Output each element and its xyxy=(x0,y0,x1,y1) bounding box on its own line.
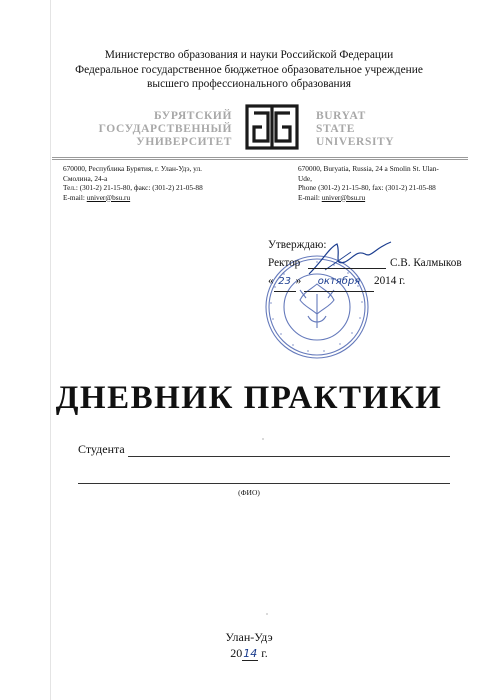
scan-speck xyxy=(262,438,264,440)
rector-name: С.В. Калмыков xyxy=(390,257,462,269)
date-year: 2014 г. xyxy=(373,275,406,287)
university-name-en-line-2: STATE xyxy=(316,123,356,135)
date-day: 23 xyxy=(274,273,296,292)
student-name-field[interactable] xyxy=(128,456,450,457)
contacts-en-address-line-1: 670000, Buryatia, Russia, 24 a Smolin St. Ulan- xyxy=(298,164,439,173)
contacts-ru-address-line-1: 670000, Республика Бурятия, г. Улан-Удэ, ул. xyxy=(63,164,202,173)
contacts-ru-email-link[interactable]: univer@bsu.ru xyxy=(86,192,131,202)
year-prefix: 20 xyxy=(230,646,243,660)
year-line xyxy=(0,646,498,661)
date-month: октября xyxy=(304,273,374,292)
year-unit: г. xyxy=(261,646,268,660)
approval-date xyxy=(268,272,405,292)
contacts-en-email-link[interactable]: univer@bsu.ru xyxy=(321,192,366,202)
contacts-ru-phone: Тел.: (301-2) 21-15-80, факс: (301-2) 21-05-88 xyxy=(63,183,203,192)
ministry-header xyxy=(0,48,498,92)
university-name-ru-line-1: БУРЯТСКИЙ xyxy=(154,110,232,122)
year-suffix-handwritten: 14 xyxy=(243,647,258,660)
contacts-en-email-label: E-mail: xyxy=(298,192,320,202)
student-name-field-continued[interactable] xyxy=(78,483,450,484)
ministry-line-3: высшего профессионального образования xyxy=(147,78,351,90)
contacts-ru xyxy=(63,164,263,202)
page-fold-line xyxy=(50,0,51,700)
approved-label: Утверждаю: xyxy=(268,239,327,251)
university-name-en-line-3: UNIVERSITY xyxy=(316,136,395,148)
university-name-en-line-1: BURYAT xyxy=(316,110,366,122)
contacts-en-address-line-2: Ude, xyxy=(298,173,312,183)
document-title: ДНЕВНИК ПРАКТИКИ xyxy=(55,380,443,416)
university-name-ru-line-3: УНИВЕРСИТЕТ xyxy=(136,136,232,148)
contacts-en xyxy=(298,164,468,202)
ministry-line-1: Министерство образования и науки Российской Федерации xyxy=(104,49,394,61)
contacts-ru-address-line-2: Смолина, 24-а xyxy=(63,173,108,183)
contacts-ru-email-line xyxy=(63,193,263,203)
contacts-en-email-line xyxy=(298,193,468,203)
university-logo-icon xyxy=(244,103,300,151)
rector-label: Ректор xyxy=(268,257,301,269)
university-name-ru xyxy=(80,110,232,149)
scan-speck xyxy=(266,613,268,615)
fio-caption: (ФИО) xyxy=(238,488,260,497)
rector-signature-line xyxy=(308,268,386,269)
ministry-line-2: Федеральное государственное бюджетное образовательное учреждение xyxy=(75,63,423,76)
student-label: Студента xyxy=(78,442,125,456)
university-name-en xyxy=(316,110,436,149)
header-divider-second xyxy=(52,159,468,160)
date-close-quote: » xyxy=(295,275,302,287)
contacts-ru-email-label: E-mail: xyxy=(63,192,85,202)
university-name-ru-line-2: ГОСУДАРСТВЕННЫЙ xyxy=(98,123,232,135)
contacts-en-phone: Phone (301-2) 21-15-80, fax: (301-2) 21-05-88 xyxy=(298,183,436,192)
header-divider xyxy=(52,157,468,158)
date-open-quote: « xyxy=(268,275,274,287)
city-label: Улан-Удэ xyxy=(225,630,273,644)
